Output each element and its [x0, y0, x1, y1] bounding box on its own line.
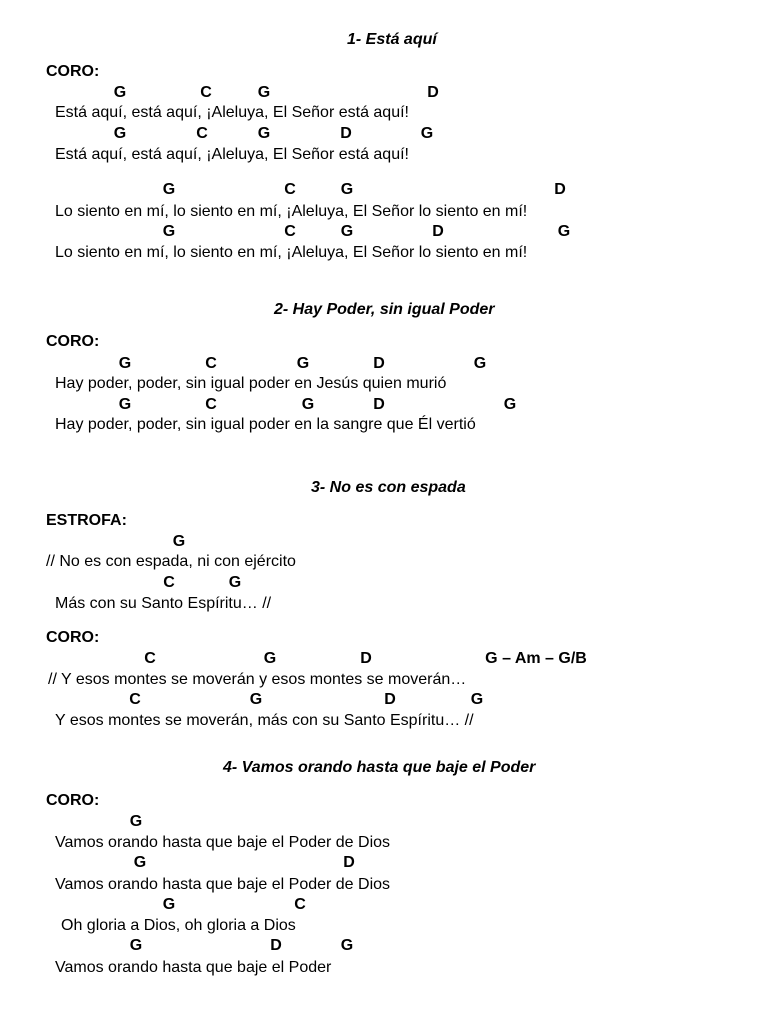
chord: C	[205, 396, 217, 413]
chord: C	[284, 223, 296, 240]
chord: G	[301, 396, 315, 413]
lyric-line: Y esos montes se moverán, más con su Santo Espíritu… //	[55, 712, 474, 729]
chord: D	[373, 396, 385, 413]
lyric-line: Vamos orando hasta que baje el Poder de Dios	[55, 876, 391, 893]
chord: C	[294, 896, 306, 913]
song-title: 3- No es con espada	[311, 479, 466, 496]
chord: G	[473, 355, 487, 372]
chord: G	[420, 125, 434, 142]
chord: G	[263, 650, 277, 667]
lyric-line: // No es con espada, ni con ejército	[46, 553, 296, 570]
chord: C	[144, 650, 156, 667]
chord: G	[129, 937, 143, 954]
chord: G	[557, 223, 571, 240]
song-title: 2- Hay Poder, sin igual Poder	[274, 301, 495, 318]
chord: G	[172, 533, 186, 550]
chord: G – Am – G/B	[485, 650, 587, 667]
lyric-line: // Y esos montes se moverán y esos montes se moverán…	[48, 671, 467, 688]
chord: G	[228, 574, 242, 591]
chord: C	[129, 691, 141, 708]
lyric-line: Hay poder, poder, sin igual poder en Jesús quien murió	[55, 375, 447, 392]
chord: D	[360, 650, 372, 667]
chord: G	[470, 691, 484, 708]
chord: G	[133, 854, 147, 871]
chord: G	[340, 937, 354, 954]
chord: G	[162, 181, 176, 198]
lyric-line: Está aquí, está aquí, ¡Aleluya, El Señor está aquí!	[55, 104, 409, 121]
chord: C	[200, 84, 212, 101]
lyric-line: Vamos orando hasta que baje el Poder	[55, 959, 332, 976]
lyric-line: Oh gloria a Dios, oh gloria a Dios	[61, 917, 296, 934]
lyric-line: Lo siento en mí, lo siento en mí, ¡Aleluya, El Señor lo siento en mí!	[55, 203, 528, 220]
chord: G	[257, 125, 271, 142]
chord: G	[340, 181, 354, 198]
chord: G	[296, 355, 310, 372]
chord: G	[503, 396, 517, 413]
chord: G	[113, 84, 127, 101]
chord: G	[249, 691, 263, 708]
chord: G	[118, 355, 132, 372]
section-label-coro: CORO:	[46, 333, 100, 350]
section-label-estrofa: ESTROFA:	[46, 512, 127, 529]
chord: D	[373, 355, 385, 372]
chord: G	[162, 223, 176, 240]
song-title: 4- Vamos orando hasta que baje el Poder	[223, 759, 536, 776]
chord: D	[432, 223, 444, 240]
lyric-line: Lo siento en mí, lo siento en mí, ¡Aleluya, El Señor lo siento en mí!	[55, 244, 528, 261]
section-label-coro: CORO:	[46, 63, 100, 80]
section-label-coro: CORO:	[46, 792, 100, 809]
chord: G	[257, 84, 271, 101]
section-label-coro: CORO:	[46, 629, 100, 646]
song-title: 1- Está aquí	[347, 31, 437, 48]
chord: C	[284, 181, 296, 198]
lyric-line: Hay poder, poder, sin igual poder en la sangre que Él vertió	[55, 416, 476, 433]
chord: C	[163, 574, 175, 591]
chord: D	[554, 181, 566, 198]
lyric-line: Está aquí, está aquí, ¡Aleluya, El Señor está aquí!	[55, 146, 409, 163]
chord: C	[205, 355, 217, 372]
chord: G	[118, 396, 132, 413]
chord: C	[196, 125, 208, 142]
chord: G	[162, 896, 176, 913]
chord: D	[270, 937, 282, 954]
chord: D	[343, 854, 355, 871]
chord: D	[384, 691, 396, 708]
chord: G	[113, 125, 127, 142]
chord: G	[129, 813, 143, 830]
lyric-line: Más con su Santo Espíritu… //	[55, 595, 272, 612]
chord: D	[427, 84, 439, 101]
lyric-line: Vamos orando hasta que baje el Poder de Dios	[55, 834, 391, 851]
chord: D	[340, 125, 352, 142]
chord: G	[340, 223, 354, 240]
